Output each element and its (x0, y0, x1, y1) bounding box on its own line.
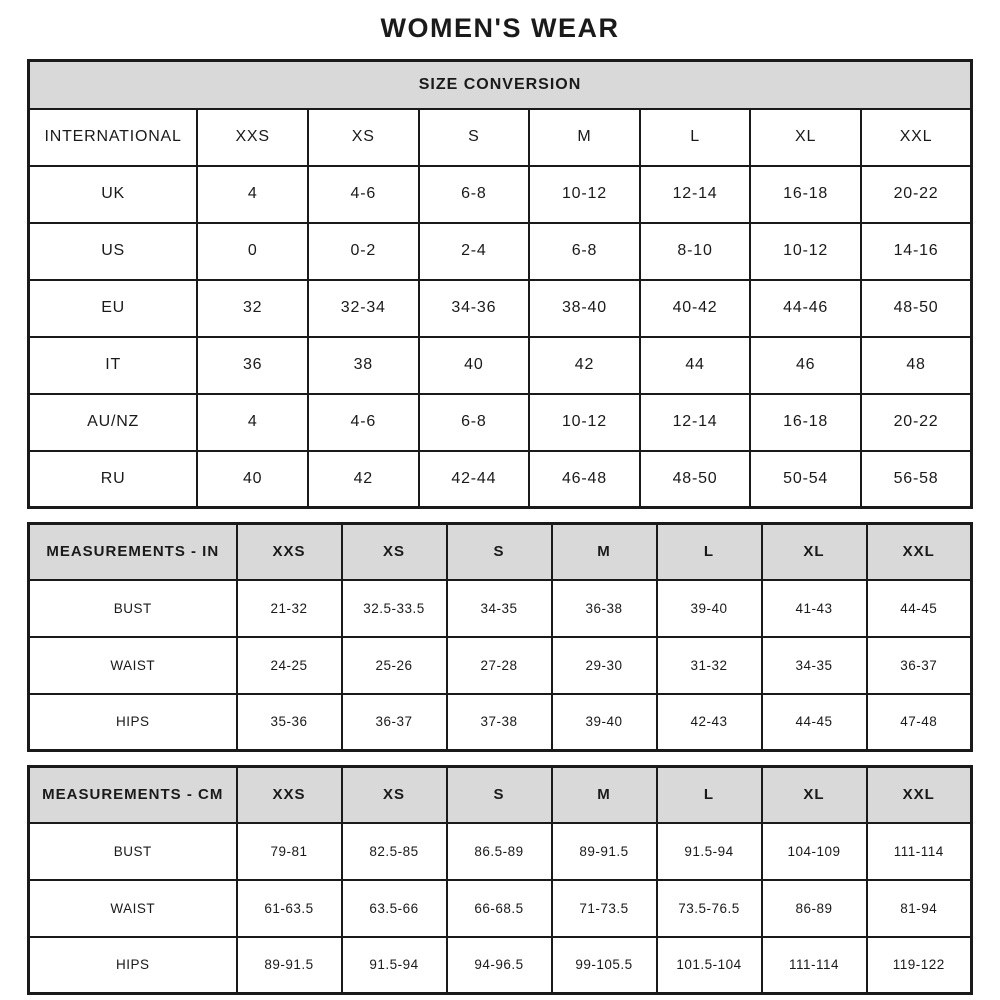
table-cell: 29-30 (552, 637, 657, 694)
column-header: XS (308, 109, 419, 166)
table-cell: 31-32 (657, 637, 762, 694)
table-cell: 48 (861, 337, 972, 394)
table-cell: 4-6 (308, 166, 419, 223)
table-row (28, 223, 971, 280)
table-row (28, 280, 971, 337)
table-cell: 89-91.5 (552, 823, 657, 880)
size-conversion-header: SIZE CONVERSION (28, 61, 971, 109)
row-label: BUST (29, 580, 237, 637)
table-row (28, 337, 971, 394)
table-cell: 101.5-104 (657, 937, 762, 994)
row-label: AU/NZ (28, 394, 197, 451)
table-cell: 89-91.5 (237, 937, 342, 994)
column-header: XL (762, 524, 867, 580)
table-cell: 24-25 (237, 637, 342, 694)
table-row (29, 694, 972, 751)
table-cell: 42 (529, 337, 640, 394)
table-cell: 21-32 (237, 580, 342, 637)
table-cell: 6-8 (419, 394, 530, 451)
measurements-cm-header: MEASUREMENTS - CM (29, 767, 237, 823)
table-cell: 50-54 (750, 451, 861, 508)
table-cell: 20-22 (861, 394, 972, 451)
table-cell: 42-43 (657, 694, 762, 751)
table-cell: 4 (197, 166, 308, 223)
table-cell: 4 (197, 394, 308, 451)
row-label: US (28, 223, 197, 280)
table-cell: 81-94 (867, 880, 972, 937)
column-header: XXL (867, 767, 972, 823)
column-header: M (529, 109, 640, 166)
table-cell: 12-14 (640, 394, 751, 451)
column-header: S (447, 524, 552, 580)
table-cell: 8-10 (640, 223, 751, 280)
table-cell: 48-50 (640, 451, 751, 508)
measurements-in-header: MEASUREMENTS - IN (29, 524, 237, 580)
table-cell: 39-40 (657, 580, 762, 637)
table-cell: 10-12 (529, 394, 640, 451)
table-cell: 39-40 (552, 694, 657, 751)
measurements-cm-table (27, 765, 973, 995)
table-cell: 16-18 (750, 166, 861, 223)
column-header: L (657, 767, 762, 823)
table-cell: 6-8 (419, 166, 530, 223)
column-header: XS (342, 524, 447, 580)
table-cell: 0 (197, 223, 308, 280)
table-row (29, 937, 972, 994)
table-cell: 42 (308, 451, 419, 508)
table-cell: 36-37 (342, 694, 447, 751)
column-header: XXL (867, 524, 972, 580)
row-label: BUST (29, 823, 237, 880)
table-cell: 16-18 (750, 394, 861, 451)
table-cell: 36-37 (867, 637, 972, 694)
table-cell: 91.5-94 (657, 823, 762, 880)
table-cell: 44 (640, 337, 751, 394)
table-cell: 38 (308, 337, 419, 394)
table-cell: 14-16 (861, 223, 972, 280)
row-label: RU (28, 451, 197, 508)
table-cell: 6-8 (529, 223, 640, 280)
table-cell: 4-6 (308, 394, 419, 451)
table-row (28, 61, 971, 109)
table-cell: 73.5-76.5 (657, 880, 762, 937)
table-row (28, 394, 971, 451)
table-cell: 10-12 (750, 223, 861, 280)
table-cell: 91.5-94 (342, 937, 447, 994)
table-row (29, 580, 972, 637)
column-header: INTERNATIONAL (28, 109, 197, 166)
table-cell: 71-73.5 (552, 880, 657, 937)
row-label: IT (28, 337, 197, 394)
column-header: XXL (861, 109, 972, 166)
measurements-in-table (27, 522, 973, 752)
table-cell: 46 (750, 337, 861, 394)
table-cell: 63.5-66 (342, 880, 447, 937)
column-header: L (640, 109, 751, 166)
column-header: XXS (237, 767, 342, 823)
table-cell: 111-114 (762, 937, 867, 994)
table-cell: 27-28 (447, 637, 552, 694)
table-cell: 86-89 (762, 880, 867, 937)
table-cell: 66-68.5 (447, 880, 552, 937)
row-label: HIPS (29, 694, 237, 751)
table-row (29, 524, 972, 580)
table-row (29, 823, 972, 880)
column-header: XS (342, 767, 447, 823)
table-cell: 42-44 (419, 451, 530, 508)
table-cell: 38-40 (529, 280, 640, 337)
table-cell: 20-22 (861, 166, 972, 223)
table-cell: 99-105.5 (552, 937, 657, 994)
table-cell: 10-12 (529, 166, 640, 223)
table-cell: 40-42 (640, 280, 751, 337)
page-title: WOMEN'S WEAR (380, 13, 620, 43)
table-cell: 34-36 (419, 280, 530, 337)
column-header: M (552, 524, 657, 580)
table-cell: 44-45 (867, 580, 972, 637)
column-header: XL (762, 767, 867, 823)
table-cell: 44-46 (750, 280, 861, 337)
table-row (28, 109, 971, 166)
table-cell: 40 (197, 451, 308, 508)
table-row (29, 880, 972, 937)
row-label: EU (28, 280, 197, 337)
table-cell: 35-36 (237, 694, 342, 751)
column-header: S (447, 767, 552, 823)
table-cell: 94-96.5 (447, 937, 552, 994)
table-cell: 34-35 (762, 637, 867, 694)
table-row (28, 166, 971, 223)
row-label: UK (28, 166, 197, 223)
column-header: XL (750, 109, 861, 166)
table-cell: 46-48 (529, 451, 640, 508)
table-cell: 56-58 (861, 451, 972, 508)
table-cell: 119-122 (867, 937, 972, 994)
table-row (28, 451, 971, 508)
table-cell: 48-50 (861, 280, 972, 337)
row-label: WAIST (29, 880, 237, 937)
column-header: L (657, 524, 762, 580)
table-cell: 36-38 (552, 580, 657, 637)
table-cell: 36 (197, 337, 308, 394)
table-cell: 32-34 (308, 280, 419, 337)
table-cell: 86.5-89 (447, 823, 552, 880)
table-cell: 44-45 (762, 694, 867, 751)
table-cell: 37-38 (447, 694, 552, 751)
table-row (29, 767, 972, 823)
table-cell: 34-35 (447, 580, 552, 637)
table-cell: 47-48 (867, 694, 972, 751)
table-cell: 32 (197, 280, 308, 337)
column-header: S (419, 109, 530, 166)
table-cell: 41-43 (762, 580, 867, 637)
table-cell: 79-81 (237, 823, 342, 880)
table-cell: 12-14 (640, 166, 751, 223)
table-cell: 111-114 (867, 823, 972, 880)
table-cell: 0-2 (308, 223, 419, 280)
table-cell: 25-26 (342, 637, 447, 694)
column-header: XXS (197, 109, 308, 166)
table-row (29, 637, 972, 694)
row-label: WAIST (29, 637, 237, 694)
table-cell: 104-109 (762, 823, 867, 880)
column-header: XXS (237, 524, 342, 580)
table-cell: 82.5-85 (342, 823, 447, 880)
table-cell: 61-63.5 (237, 880, 342, 937)
table-cell: 32.5-33.5 (342, 580, 447, 637)
table-cell: 40 (419, 337, 530, 394)
size-conversion-table (27, 59, 973, 509)
row-label: HIPS (29, 937, 237, 994)
table-cell: 2-4 (419, 223, 530, 280)
column-header: M (552, 767, 657, 823)
